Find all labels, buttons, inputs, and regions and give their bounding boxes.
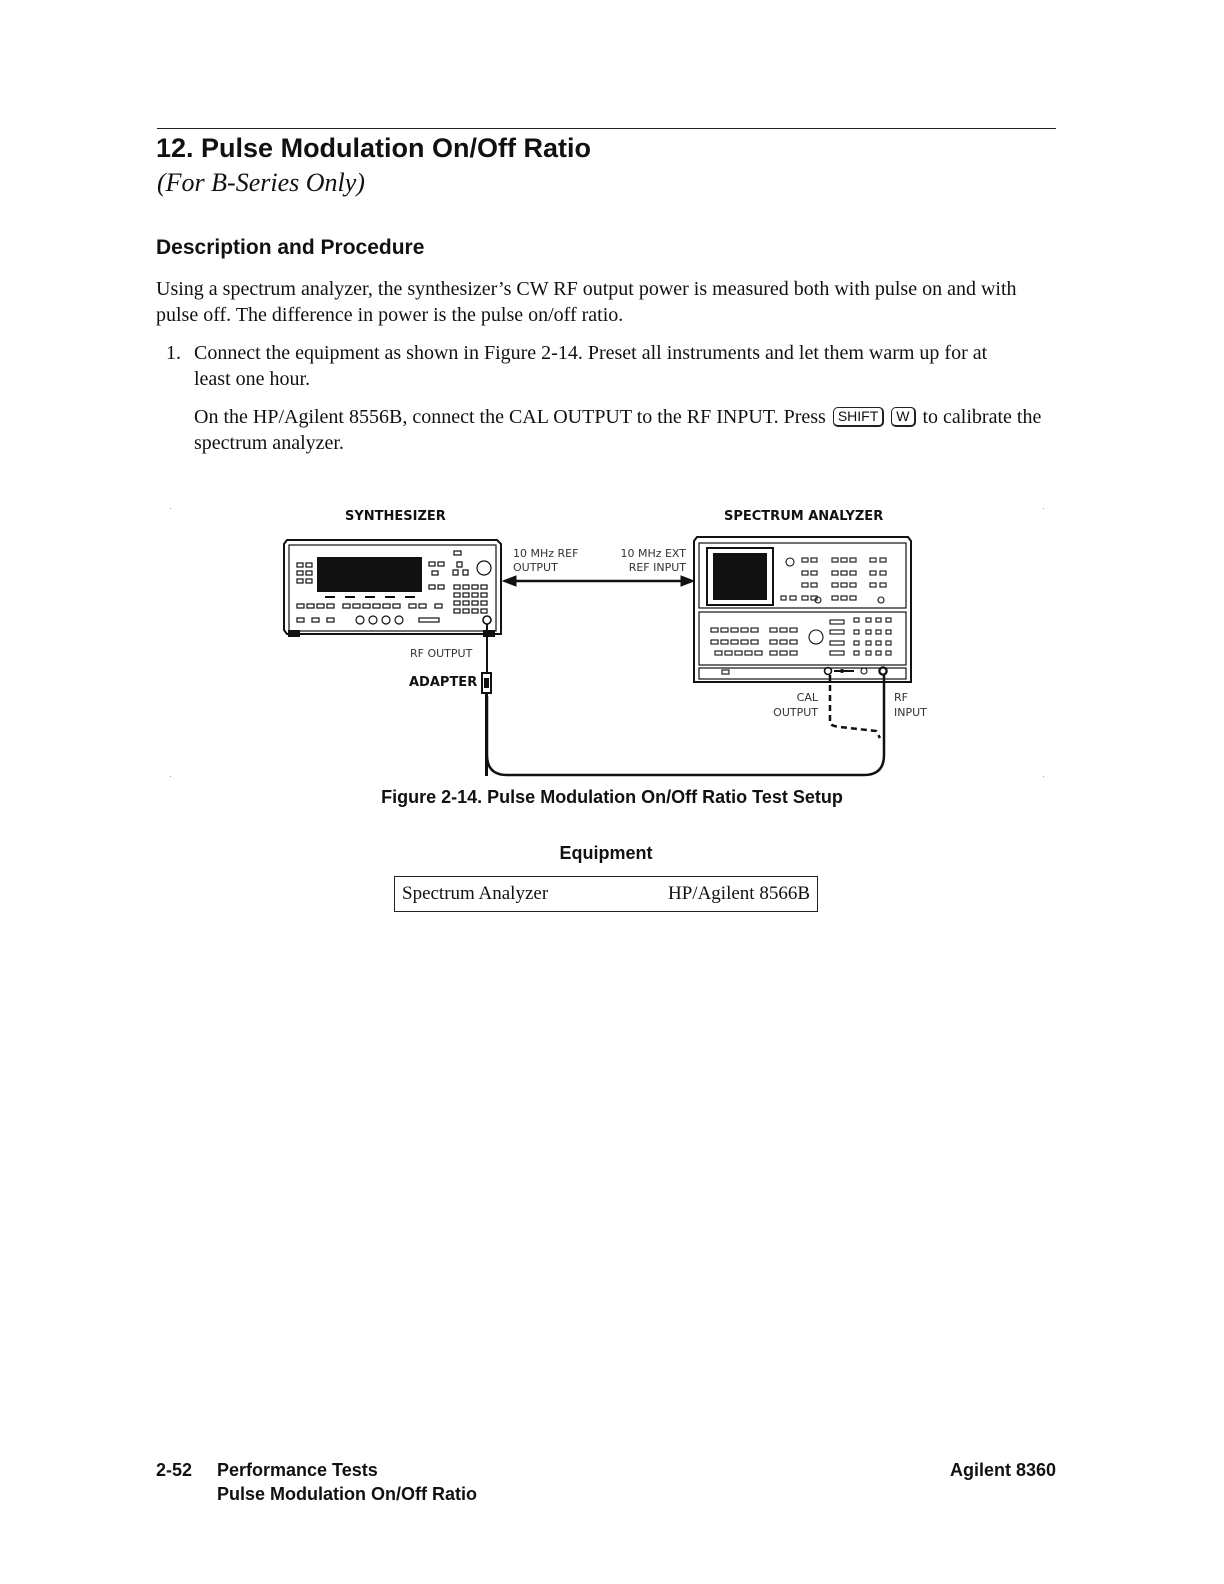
w-key: W <box>891 407 915 427</box>
ref-output-label-1: 10 MHz REF <box>513 547 579 560</box>
footer-section: Performance Tests <box>217 1460 378 1480</box>
step-1-calibration <box>194 404 1044 456</box>
footer-page-number: 2-52 <box>156 1460 193 1480</box>
ref-input-label-2: REF INPUT <box>628 561 686 574</box>
spectrum-analyzer-label: SPECTRUM ANALYZER <box>724 509 884 524</box>
footer-product: Agilent 8360 <box>949 1460 1056 1480</box>
table-row <box>395 877 818 912</box>
cal-output-label-1: CAL <box>796 691 818 704</box>
section-title: 12. Pulse Modulation On/Off Ratio <box>156 133 592 163</box>
rf-output-label: RF OUTPUT <box>410 647 473 660</box>
shift-key: SHIFT <box>833 407 884 427</box>
header-rule <box>157 128 1056 129</box>
description-paragraph: Using a spectrum analyzer, the synthesizer’s CW RF output power is measured both with pulse on and with pulse off. The difference in power is the pulse on/off ratio. <box>156 278 1017 326</box>
equipment-title: Equipment <box>559 843 653 863</box>
adapter-label: ADAPTER <box>409 675 478 690</box>
synthesizer-label: SYNTHESIZER <box>345 509 446 524</box>
equipment-item: Spectrum Analyzer <box>395 877 609 912</box>
ref-output-label-2: OUTPUT <box>513 561 558 574</box>
section-subtitle: (For B-Series Only) <box>157 168 365 197</box>
synthesizer-display <box>317 557 422 592</box>
equipment-table <box>394 876 818 912</box>
equipment-model: HP/Agilent 8566B <box>609 877 818 912</box>
figure-corner-marks <box>170 508 1044 777</box>
cal-cable-dashed <box>830 675 880 738</box>
rf-input-label-2: INPUT <box>894 706 927 719</box>
cal-output-label-2: OUTPUT <box>773 706 818 719</box>
calibration-text-before: On the HP/Agilent 8556B, connect the CAL OUTPUT to the RF INPUT. Press <box>194 406 826 428</box>
calibration-text-after: to calibrate the spectrum analyzer. <box>194 406 1042 454</box>
reference-cable <box>503 576 694 586</box>
ref-input-label-1: 10 MHz EXT <box>620 547 686 560</box>
step-number: 1. <box>166 342 181 364</box>
description-heading: Description and Procedure <box>156 236 425 259</box>
step-text: Connect the equipment as shown in Figure 2-14. Preset all instruments and let them warm up for at least one hour. <box>194 342 988 390</box>
test-setup-figure <box>170 500 1050 790</box>
footer-subsection: Pulse Modulation On/Off Ratio <box>217 1484 477 1504</box>
synthesizer-line-marks <box>325 596 415 598</box>
figure-caption: Figure 2-14. Pulse Modulation On/Off Ratio Test Setup <box>381 787 843 807</box>
rf-input-label-1: RF <box>894 691 908 704</box>
rf-output-connector <box>483 616 491 624</box>
